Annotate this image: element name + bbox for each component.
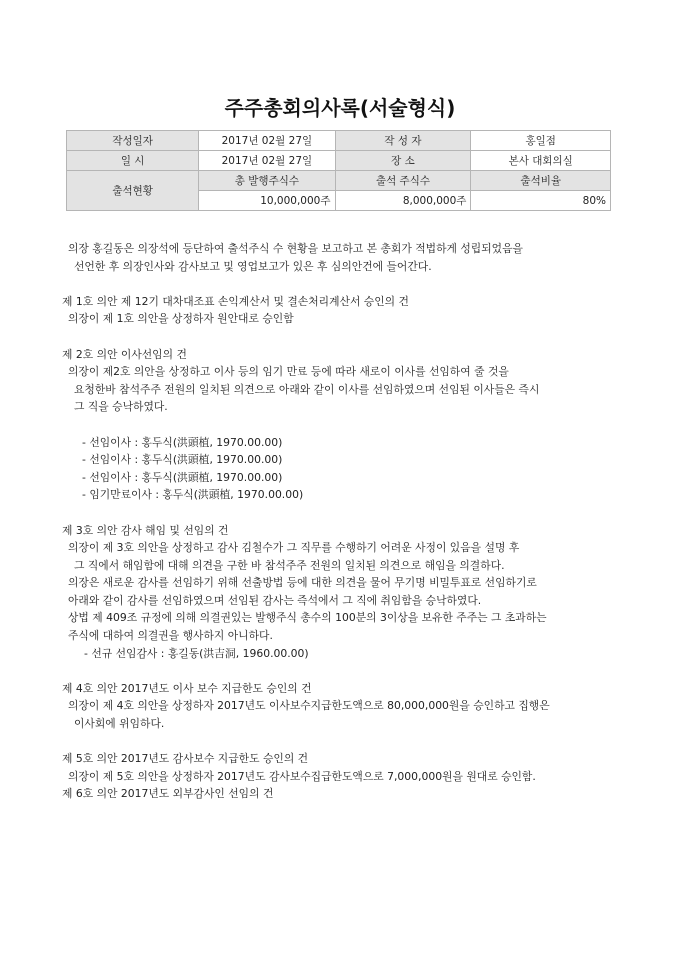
agenda-line: 의장이 제 5호 의안을 상정하자 2017년도 감사보수집급한도액으로 7,000,000원을 원대로 승인함.	[68, 769, 536, 783]
list-item: - 선임이사 : 홍두식(洪頭植, 1970.00.00)	[82, 435, 283, 449]
page-title: 주주총회의사록(서술형식)	[224, 96, 456, 120]
list-item: - 선임이사 : 홍두식(洪頭植, 1970.00.00)	[82, 453, 283, 467]
list-item: - 선규 선임감사 : 홍길동(洪吉洞, 1960.00.00)	[84, 646, 309, 660]
table-row	[67, 151, 611, 171]
value-attending-shares: 8,000,000주	[335, 191, 471, 211]
label-attendance: 출석현황	[67, 171, 199, 211]
agenda-heading: 제 1호 의안 제 12기 대차대조표 손익계산서 및 결손처리계산서 승인의 건	[62, 294, 409, 308]
table-row	[67, 171, 611, 191]
agenda-heading: 제 6호 의안 2017년도 외부감사인 선임의 건	[62, 787, 274, 801]
agenda-line: 의장이 제2호 의안을 상정하고 이사 등의 임기 만료 등에 따라 새로이 이사를 선임하여 줄 것을	[68, 365, 509, 379]
agenda-heading: 제 4호 의안 2017년도 이사 보수 지급한도 승인의 건	[62, 681, 312, 695]
intro-line: 의장 홍길동은 의장석에 등단하여 출석주식 수 현황을 보고하고 본 총회가 적법하게 성립되었음을	[68, 242, 523, 255]
agenda-line: 아래와 같이 감사를 선임하였으며 선임된 감사는 즉석에서 그 직에 취임함을 승낙하였다.	[68, 593, 482, 607]
agenda-line: 주식에 대하여 의결권을 행사하지 아니하다.	[68, 629, 273, 643]
header-attending-shares: 출석 주식수	[335, 171, 471, 191]
value-author: 홍일점	[471, 131, 611, 151]
agenda-heading: 제 5호 의안 2017년도 감사보수 지급한도 승인의 건	[62, 752, 309, 766]
intro-line: 선언한 후 의장인사와 감사보고 및 영업보고가 있은 후 심의안건에 들어간다.	[74, 259, 432, 273]
list-item: - 선임이사 : 홍두식(洪頭植, 1970.00.00)	[82, 470, 283, 484]
table-row	[67, 131, 611, 151]
agenda-line: 의장이 제 3호 의안을 상정하고 감사 김철수가 그 직무를 수행하기 어려운 사정이 있음을 설명 후	[68, 541, 520, 555]
label-place: 장 소	[335, 151, 471, 171]
label-author: 작 성 자	[335, 131, 471, 151]
agenda-line: 의장은 새로운 감사를 선임하기 위해 선출방법 등에 대한 의견을 물어 무기명 비밀투표로 선임하기로	[68, 576, 537, 590]
agenda-line: 요청한바 참석주주 전원의 일치된 의견으로 아래와 같이 이사를 선임하였으며 선임된 이사들은 즉시	[74, 382, 540, 396]
agenda-heading: 제 3호 의안 감사 해임 및 선임의 건	[62, 523, 229, 537]
value-place: 본사 대회의실	[471, 151, 611, 171]
agenda-line: 이사회에 위임하다.	[74, 717, 165, 731]
value-total-shares: 10,000,000주	[199, 191, 335, 211]
agenda-line: 그 직을 승낙하였다.	[74, 400, 168, 414]
label-datetime: 일 시	[67, 151, 199, 171]
agenda-line: 상법 제 409조 규정에 의해 의결권있는 발행주식 총수의 100분의 3이상을 보유한 주주는 그 초과하는	[68, 611, 547, 625]
agenda-line: 의장이 제 1호 의안을 상정하자 원안대로 승인함	[68, 312, 294, 326]
value-attendance-rate: 80%	[471, 191, 611, 211]
minutes-body	[62, 240, 622, 803]
agenda-line: 의장이 제 4호 의안을 상정하자 2017년도 이사보수지급한도액으로 80,000,000원을 승인하고 집행은	[68, 699, 550, 713]
meeting-info-table	[66, 130, 611, 211]
label-date: 작성일자	[67, 131, 199, 151]
agenda-line: 그 직에서 해임함에 대해 의견을 구한 바 참석주주 전원의 일치된 의견으로 해임을 의결하다.	[74, 558, 505, 572]
value-datetime: 2017년 02월 27일	[199, 151, 335, 171]
header-total-shares: 총 발행주식수	[199, 171, 335, 191]
value-date: 2017년 02월 27일	[199, 131, 335, 151]
list-item: - 임기만료이사 : 홍두식(洪頭植, 1970.00.00)	[82, 488, 304, 502]
agenda-heading: 제 2호 의안 이사선임의 건	[62, 347, 187, 361]
header-attendance-rate: 출석비율	[471, 171, 611, 191]
